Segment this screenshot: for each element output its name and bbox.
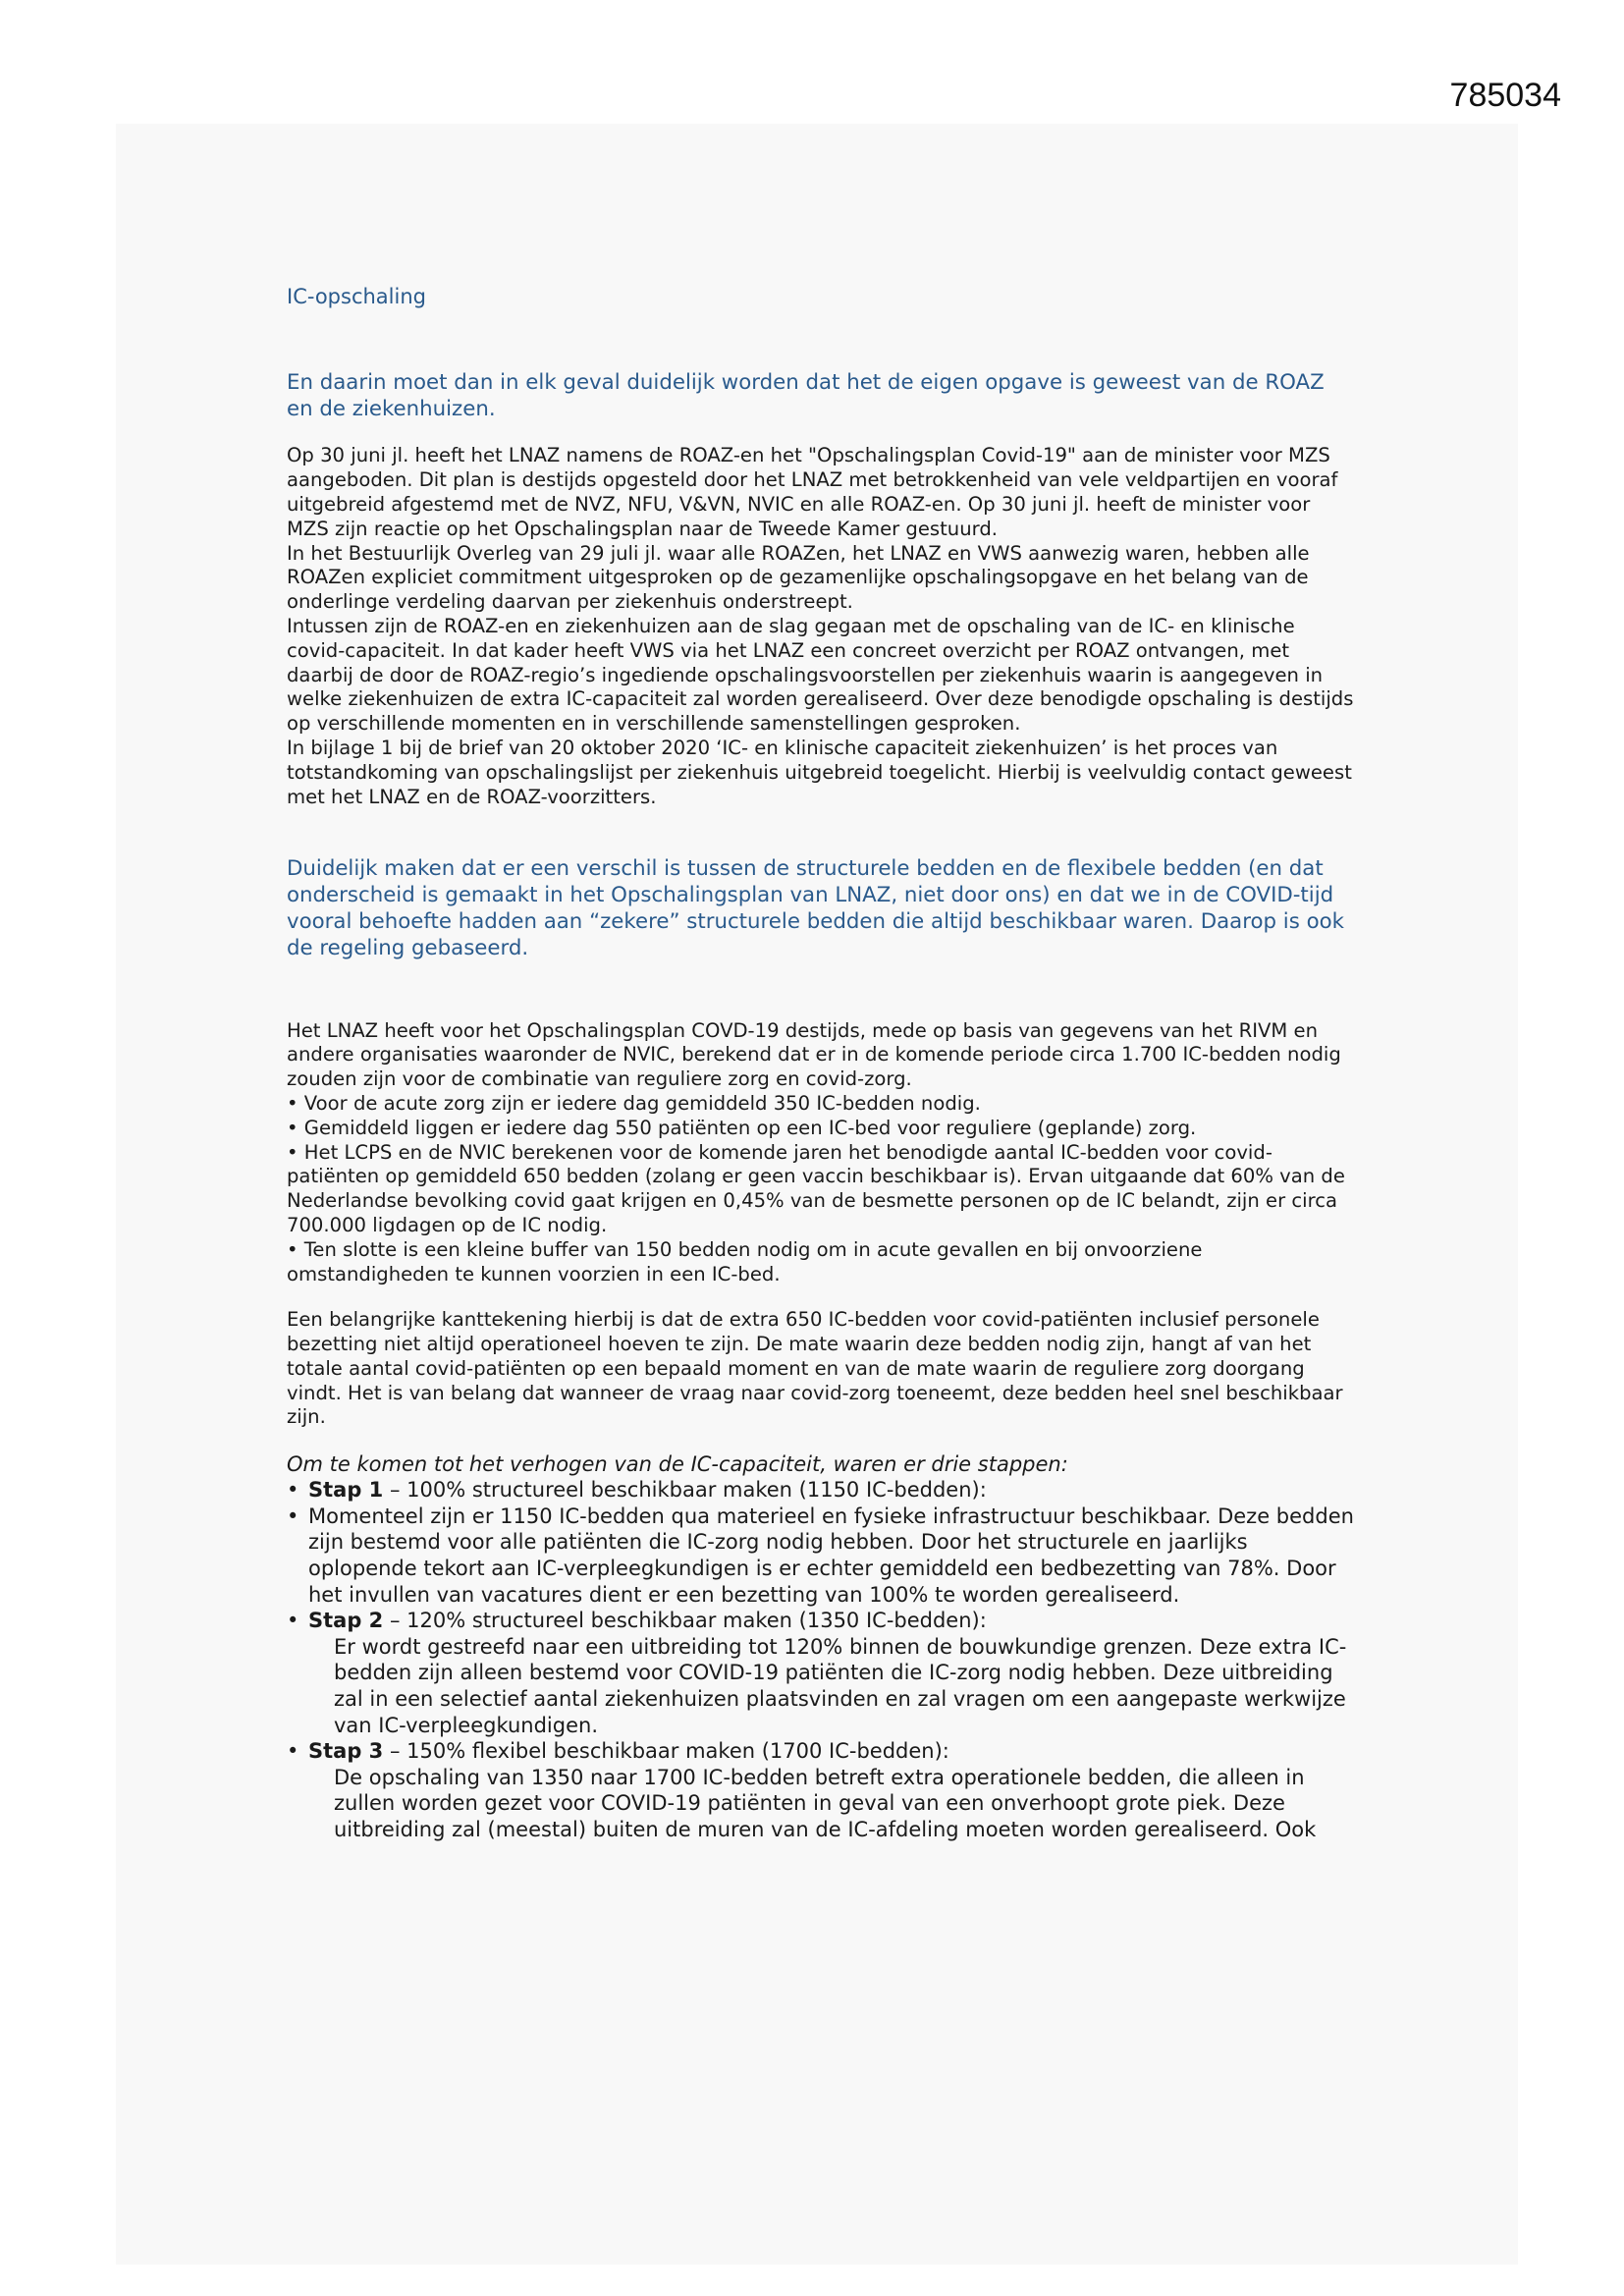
- steps-intro: Om te komen tot het verhogen van de IC-capaciteit, waren er drie stappen:: [287, 1452, 1068, 1477]
- list-item: • Voor de acute zorg zijn er iedere dag gemiddeld 350 IC-bedden nodig.: [287, 1092, 1357, 1117]
- list-item: • Ten slotte is een kleine buffer van 150 bedden nodig om in acute gevallen en bij onvoorziene omstandigheden te kunnen voorzien in een IC-bed.: [287, 1238, 1357, 1287]
- steps-list: [287, 1477, 1357, 1842]
- document-id: 785034: [1449, 77, 1561, 114]
- step-1: • Stap 1 – 100% structureel beschikbaar maken (1150 IC-bedden):: [287, 1477, 1357, 1503]
- list-item: • Het LCPS en de NVIC berekenen voor de komende jaren het benodigde aantal IC-bedden voor covid-patiënten op gemiddeld 650 bedden (zolang er geen vaccin beschikbaar is). Ervan uitgaande dat 60% van de Nederlandse bevolking covid gaat krijgen en 0,45% van de besmette personen op de IC belandt, zijn er circa 700.000 ligdagen op de IC nodig.: [287, 1141, 1357, 1238]
- step-2: • Stap 2 – 120% structureel beschikbaar maken (1350 IC-bedden): Er wordt gestreefd naar een uitbreiding tot 120% binnen de bouwkundige grenzen. Deze extra IC-bedden zijn alleen bestemd voor COVID-19 patiënten die IC-zorg nodig hebben. Deze uitbreiding zal in een selectief aantal ziekenhuizen plaatsvinden en zal vragen om een aangepaste werkwijze van IC-verpleegkundigen.: [287, 1608, 1357, 1738]
- paragraph-2: In het Bestuurlijk Overleg van 29 juli jl. waar alle ROAZen, het LNAZ en VWS aanwezig waren, hebben alle ROAZen expliciet commitment uitgesproken op de gezamenlijke opschalingsopgave en het belang van de onderlinge verdeling daarvan per ziekenhuis onderstreept.: [287, 541, 1310, 614]
- paragraph-5: Het LNAZ heeft voor het Opschalingsplan COVD-19 destijds, mede op basis van gegevens van het RIVM en andere organisaties waaronder de NVIC, berekend dat er in de komende periode circa 1.700 IC-bedden nodig zouden zijn voor de combinatie van reguliere zorg en covid-zorg.: [287, 1018, 1341, 1091]
- document-body: [287, 285, 1357, 1843]
- instruction-note-1: En daarin moet dan in elk geval duidelijk worden dat het de eigen opgave is geweest van de ROAZ en de ziekenhuizen.: [287, 369, 1325, 421]
- step-3-detail: De opschaling van 1350 naar 1700 IC-bedden betreft extra operationele bedden, die alleen in zullen worden gezet voor COVID-19 patiënten in geval van een onverhoopt grote piek. Deze uitbreiding zal (meestal) buiten de muren van de IC-afdeling moeten worden gerealiseerd. Ook: [334, 1765, 1317, 1841]
- paragraph-4: In bijlage 1 bij de brief van 20 oktober 2020 ‘IC- en klinische capaciteit ziekenhuizen’ is het proces van totstandkoming van opschalingslijst per ziekenhuis uitgebreid toegelicht. Hierbij is veelvuldig contact geweest met het LNAZ en de ROAZ-voorzitters.: [287, 736, 1352, 808]
- section-heading: IC-opschaling: [287, 285, 426, 308]
- paragraph-6: Een belangrijke kanttekening hierbij is dat de extra 650 IC-bedden voor covid-patiënten inclusief personele bezetting niet altijd operationeel hoeven te zijn. De mate waarin deze bedden nodig zijn, hangt af van het totale aantal covid-patiënten op een bepaald moment en van de mate waarin de reguliere zorg doorgang vindt. Het is van belang dat wanneer de vraag naar covid-zorg toeneemt, deze bedden heel snel beschikbaar zijn.: [287, 1308, 1343, 1429]
- instruction-note-2: Duidelijk maken dat er een verschil is tussen de structurele bedden en de flexibele bedden (en dat onderscheid is gemaakt in het Opschalingsplan van LNAZ, niet door ons) en dat we in de COVID-tijd vooral behoefte hadden aan “zekere” structurele bedden die altijd beschikbaar waren. Daarop is ook de regeling gebaseerd.: [287, 856, 1344, 960]
- list-item: • Gemiddeld liggen er iedere dag 550 patiënten op een IC-bed voor reguliere (geplande) zorg.: [287, 1117, 1357, 1141]
- step-1-detail: • Momenteel zijn er 1150 IC-bedden qua materieel en fysieke infrastructuur beschikbaar. Deze bedden zijn bestemd voor alle patiënten die IC-zorg nodig hebben. Door het structurele en jaarlijks oplopende tekort aan IC-verpleegkundigen is er echter gemiddeld een bedbezetting van 78%. Door het invullen van vacatures dient er een bezetting van 100% te worden gerealiseerd.: [287, 1503, 1357, 1608]
- step-2-detail: Er wordt gestreefd naar een uitbreiding tot 120% binnen de bouwkundige grenzen. Deze extra IC-bedden zijn alleen bestemd voor COVID-19 patiënten die IC-zorg nodig hebben. Deze uitbreiding zal in een selectief aantal ziekenhuizen plaatsvinden en zal vragen om een aangepaste werkwijze van IC-verpleegkundigen.: [334, 1634, 1347, 1737]
- paragraph-1: Op 30 juni jl. heeft het LNAZ namens de ROAZ-en het "Opschalingsplan Covid-19" aan de minister voor MZS aangeboden. Dit plan is destijds opgesteld door het LNAZ met betrokkenheid van vele veldpartijen en vooraf uitgebreid afgestemd met de NVZ, NFU, V&VN, NVIC en alle ROAZ-en. Op 30 juni jl. heeft de minister voor MZS zijn reactie op het Opschalingsplan naar de Tweede Kamer gestuurd.: [287, 444, 1338, 540]
- paragraph-3: Intussen zijn de ROAZ-en en ziekenhuizen aan de slag gegaan met de opschaling van de IC- en klinische covid-capaciteit. In dat kader heeft VWS via het LNAZ een concreet overzicht per ROAZ ontvangen, met daarbij de door de ROAZ-regio’s ingediende opschalingsvoorstellen per ziekenhuis waarin is aangegeven in welke ziekenhuizen de extra IC-capaciteit zal worden gerealiseerd. Over deze benodigde opschaling is destijds op verschillende momenten en in verschillende samenstellingen gesproken.: [287, 614, 1354, 736]
- step-3: • Stap 3 – 150% flexibel beschikbaar maken (1700 IC-bedden): De opschaling van 1350 naar 1700 IC-bedden betreft extra operationele bedden, die alleen in zullen worden gezet voor COVID-19 patiënten in geval van een onverhoopt grote piek. Deze uitbreiding zal (meestal) buiten de muren van de IC-afdeling moeten worden gerealiseerd. Ook: [287, 1738, 1357, 1842]
